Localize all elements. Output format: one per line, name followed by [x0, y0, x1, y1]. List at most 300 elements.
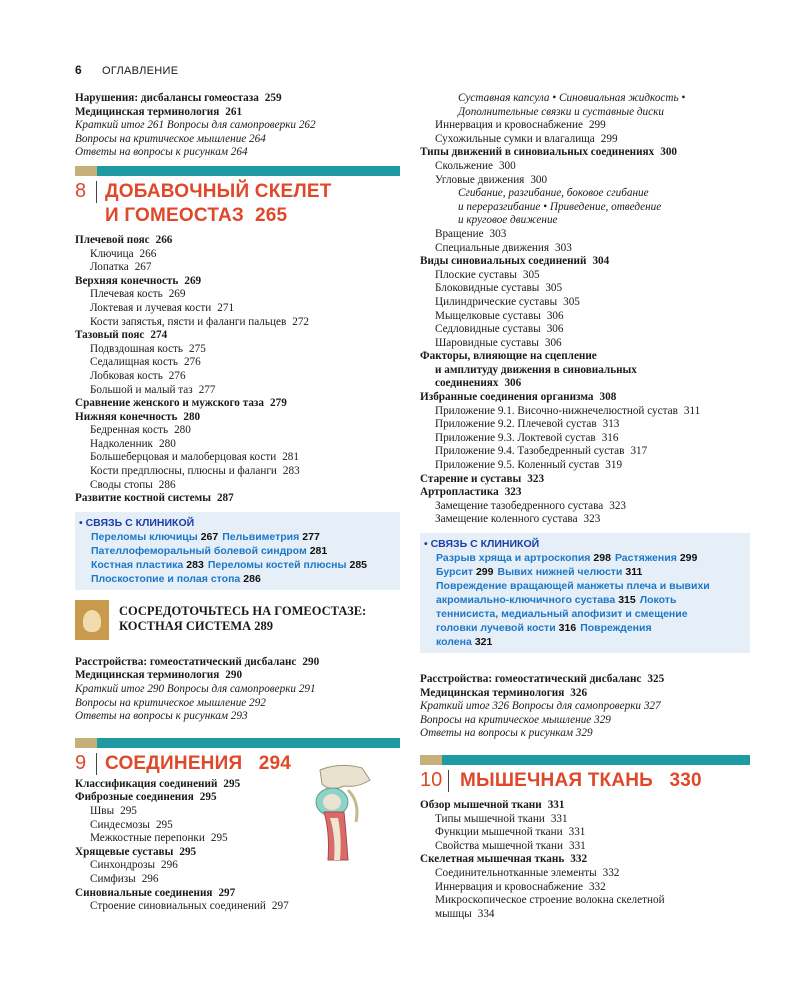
toc-entry-title: Краткий итог 290 Вопросы для самопроверки 291: [75, 683, 316, 696]
toc-list-left-top: [75, 92, 400, 160]
toc-entry-title: Ответы на вопросы к рисункам 329: [420, 727, 593, 740]
toc-entry[interactable]: [420, 867, 750, 881]
toc-entry-page: 306: [504, 377, 522, 390]
toc-entry-title: Нижняя конечность: [75, 410, 178, 423]
toc-entry[interactable]: [420, 337, 750, 351]
toc-entry[interactable]: [75, 356, 400, 370]
toc-entry-title: Вращение: [435, 227, 484, 240]
toc-entry-title: и круговое движение: [458, 214, 558, 227]
toc-entry-page: 295: [223, 777, 241, 790]
toc-entry[interactable]: [75, 887, 400, 901]
toc-entry-page: 326: [570, 686, 588, 699]
clinical-link[interactable]: Разрыв хряща и артроскопия: [436, 552, 591, 564]
toc-entry-title: Замещение коленного сустава: [435, 513, 578, 526]
toc-entry-title: Нарушения: дисбалансы гомеостаза: [75, 92, 259, 104]
clinical-link-page: 316: [558, 622, 577, 634]
toc-entry-title: Межкостные перепонки: [90, 832, 205, 845]
toc-entry-page: 299: [588, 119, 606, 132]
toc-entry[interactable]: [75, 248, 400, 262]
right-column: [420, 92, 750, 921]
toc-entry[interactable]: [420, 92, 750, 106]
clinical-connection-box-8: [75, 512, 400, 590]
toc-entry-title: Функции мышечной ткани: [435, 826, 563, 839]
toc-entry-title: Приложение 9.1. Височно-нижнечелюстной сустав: [435, 404, 678, 417]
toc-entry[interactable]: [420, 282, 750, 296]
clinical-link[interactable]: Костная пластика: [91, 558, 184, 571]
toc-entry[interactable]: [420, 255, 750, 269]
chapter-8-heading[interactable]: [75, 166, 400, 230]
clinical-connection-line: [424, 565, 742, 579]
toc-entry-page: 280: [174, 424, 191, 437]
toc-entry-page: 290: [302, 655, 320, 668]
toc-entry[interactable]: [75, 106, 400, 120]
toc-entry-title: Ключица: [90, 247, 134, 260]
toc-entry-title: Цилиндрические суставы: [435, 295, 558, 308]
toc-entry[interactable]: [420, 432, 750, 446]
toc-entry-title: мышцы: [435, 907, 472, 920]
clinical-link[interactable]: Плоскостопие и полая стопа: [91, 572, 241, 585]
toc-entry-page: 290: [225, 669, 243, 682]
toc-entry-page: 306: [546, 323, 564, 336]
toc-entry-title: Медицинская терминология: [75, 669, 220, 682]
toc-entry[interactable]: [420, 350, 750, 364]
toc-entry[interactable]: [75, 370, 400, 384]
toc-entry[interactable]: [420, 310, 750, 324]
toc-entry-title: Типы мышечной ткани: [435, 812, 545, 825]
toc-entry[interactable]: [420, 133, 750, 147]
toc-entry[interactable]: [420, 405, 750, 419]
toc-entry-title: Большеберцовая и малоберцовая кости: [90, 451, 277, 464]
chapter-10-heading[interactable]: [420, 755, 750, 795]
toc-entry-page: 300: [498, 159, 516, 172]
toc-entry-page: 271: [217, 301, 235, 314]
clinical-link-page: 315: [618, 594, 636, 606]
toc-entry[interactable]: [75, 329, 400, 343]
toc-entry-title: Скелетная мышечная ткань: [420, 853, 565, 866]
toc-entry[interactable]: [420, 799, 750, 813]
toc-entry-page: 295: [155, 818, 173, 831]
clinical-connection-line: [79, 544, 392, 558]
toc-entry-title: Сравнение женского и мужского таза: [75, 397, 265, 410]
clinical-connection-box-9: [420, 533, 750, 653]
toc-entry-title: Лобковая кость: [90, 369, 163, 382]
clinical-link[interactable]: Повреждения: [580, 622, 652, 634]
toc-entry-page: 303: [489, 227, 507, 240]
toc-entry[interactable]: [420, 160, 750, 174]
toc-entry-title: Вопросы на критическое мышление 329: [420, 713, 611, 726]
toc-entry-page: 306: [546, 309, 564, 322]
clinical-connection-line: [424, 621, 742, 635]
clinical-link[interactable]: Пателлофеморальный болевой синдром: [91, 544, 307, 557]
toc-entry-title: Синхондрозы: [90, 859, 155, 872]
toc-entry[interactable]: [420, 323, 750, 337]
toc-entry-title: Своды стопы: [90, 478, 153, 491]
toc-entry-title: Сгибание, разгибание, боковое сгибание: [458, 187, 649, 200]
toc-entry-page: 281: [282, 451, 299, 464]
toc-entry-page: 325: [647, 673, 665, 685]
toc-entry[interactable]: [75, 397, 400, 411]
toc-entry-title: Синдесмозы: [90, 818, 150, 831]
toc-entry[interactable]: [420, 119, 750, 133]
toc-entry-page: 267: [134, 261, 152, 274]
toc-entry[interactable]: [75, 873, 400, 887]
toc-entry-page: 279: [270, 397, 287, 410]
toc-entry-page: 319: [605, 459, 623, 472]
toc-entry-title: Виды синовиальных соединений: [420, 255, 587, 268]
toc-entry[interactable]: [420, 673, 750, 687]
toc-entry-page: 306: [544, 336, 562, 349]
toc-entry-title: Факторы, влияющие на сцепление: [420, 350, 597, 363]
clinical-link[interactable]: Локоть: [639, 594, 677, 606]
toc-entry[interactable]: [420, 106, 750, 120]
clinical-connection-line: [424, 607, 742, 621]
toc-entry-title: Медицинская терминология: [420, 686, 565, 699]
toc-entry[interactable]: [420, 296, 750, 310]
toc-entry-page: 304: [592, 255, 610, 268]
toc-entry-page: 308: [599, 391, 617, 404]
toc-entry-title: Вопросы на критическое мышление 264: [75, 132, 266, 145]
toc-entry-title: Лопатка: [90, 261, 129, 274]
toc-entry-title: Симфизы: [90, 872, 136, 885]
toc-entry-title: Строение синовиальных соединений: [90, 900, 266, 913]
toc-entry-page: 266: [139, 247, 157, 260]
toc-list-left-mid: [75, 656, 400, 724]
toc-entry-title: Расстройства: гомеостатический дисбаланс: [420, 673, 642, 685]
clinical-link[interactable]: Переломы костей плюсны: [207, 558, 347, 571]
toc-entry-page: 323: [504, 486, 522, 499]
toc-entry-title: Мыщелковые суставы: [435, 309, 541, 322]
toc-entry[interactable]: [420, 418, 750, 432]
chapter-number: 8: [75, 179, 87, 202]
toc-entry-page: 261: [225, 105, 243, 118]
toc-entry[interactable]: [75, 900, 400, 914]
toc-entry[interactable]: [75, 683, 400, 697]
toc-entry[interactable]: [75, 438, 400, 452]
toc-entry-page: 331: [550, 812, 568, 825]
toc-list-right-mid: [420, 673, 750, 741]
clinical-link[interactable]: головки лучевой кости: [436, 622, 556, 634]
toc-entry-title: Верхняя конечность: [75, 274, 179, 287]
toc-entry[interactable]: [75, 288, 400, 302]
toc-entry-page: 295: [179, 845, 197, 858]
clinical-link[interactable]: колена: [436, 636, 472, 648]
toc-entry[interactable]: [420, 146, 750, 160]
toc-entry-title: Локтевая и лучевая кости: [90, 301, 212, 314]
toc-entry-title: Большой и малый таз: [90, 383, 193, 396]
clinical-connection-heading: • СВЯЗЬ С КЛИНИКОЙ: [79, 516, 195, 529]
toc-entry-page: 269: [184, 274, 202, 287]
toc-entry[interactable]: [420, 813, 750, 827]
toc-list-right-top: [420, 92, 750, 527]
toc-entry-page: 287: [216, 492, 234, 505]
toc-entry[interactable]: [420, 391, 750, 405]
clinical-link-page: 281: [309, 544, 328, 557]
clinical-link[interactable]: Бурсит: [436, 566, 473, 578]
toc-entry-title: Кости предплюсны, плюсны и фаланги: [90, 465, 277, 478]
toc-entry-title: Угловые движения: [435, 173, 525, 186]
toc-entry-page: 277: [198, 383, 216, 396]
toc-entry[interactable]: [420, 714, 750, 728]
toc-entry-page: 316: [601, 431, 619, 444]
toc-entry[interactable]: [75, 384, 400, 398]
toc-entry[interactable]: [420, 894, 750, 908]
toc-entry[interactable]: [75, 424, 400, 438]
toc-entry-title: соединениях: [435, 377, 499, 390]
clinical-link[interactable]: Переломы ключицы: [91, 530, 198, 543]
toc-entry-title: Иннервация и кровоснабжение: [435, 119, 583, 132]
toc-entry[interactable]: [75, 343, 400, 357]
toc-entry-title: Краткий итог 326 Вопросы для самопроверки 327: [420, 700, 661, 713]
toc-entry-title: Ответы на вопросы к рисункам 264: [75, 146, 248, 159]
toc-entry[interactable]: [420, 459, 750, 473]
toc-entry[interactable]: [420, 700, 750, 714]
toc-entry-title: Фиброзные соединения: [75, 791, 194, 804]
toc-entry-page: 295: [210, 832, 228, 845]
toc-entry-title: Кости запястья, пясти и фаланги пальцев: [90, 315, 287, 328]
toc-entry-title: Соединительнотканные элементы: [435, 866, 597, 879]
clinical-link[interactable]: теннисиста, медиальный апофизит и смещение: [436, 608, 688, 620]
section-title: ОГЛАВЛЕНИЕ: [101, 65, 179, 77]
clinical-connection-line: [424, 551, 742, 565]
clinical-link-page: 299: [679, 552, 698, 564]
toc-entry-page: 313: [602, 418, 620, 431]
clinical-connection-line: [424, 593, 742, 607]
clinical-link-page: 286: [243, 572, 261, 585]
toc-entry-title: Расстройства: гомеостатический дисбаланс: [75, 655, 297, 668]
toc-entry[interactable]: [420, 377, 750, 391]
clinical-connection-line: [424, 579, 742, 593]
toc-entry-title: Подвздошная кость: [90, 342, 184, 355]
clinical-link-page: 321: [474, 636, 493, 648]
toc-entry-page: 283: [282, 465, 300, 478]
toc-entry-page: 274: [150, 329, 168, 342]
clinical-connection-heading: • СВЯЗЬ С КЛИНИКОЙ: [424, 538, 540, 550]
toc-entry[interactable]: [420, 908, 750, 922]
chapter-title: ДОБАВОЧНЫЙ СКЕЛЕТ И ГОМЕОСТАЗ 265: [105, 180, 332, 226]
toc-entry-title: Бедренная кость: [90, 424, 169, 437]
chapter-bar: [75, 738, 400, 748]
toc-entry[interactable]: [420, 513, 750, 527]
toc-entry-title: Хрящевые суставы: [75, 845, 174, 858]
toc-entry[interactable]: [420, 364, 750, 378]
chapter-number: 9: [75, 751, 87, 774]
toc-entry-title: Старение и суставы: [420, 472, 522, 485]
toc-entry-title: Тазовый пояс: [75, 329, 145, 342]
toc-entry-page: 297: [218, 886, 236, 899]
clinical-connection-line: [79, 572, 392, 586]
clinical-link[interactable]: Растяжения: [614, 552, 677, 564]
chapter-title: МЫШЕЧНАЯ ТКАНЬ 330: [460, 769, 702, 791]
toc-entry-title: Приложение 9.2. Плечевой сустав: [435, 418, 597, 431]
toc-entry-title: Развитие костной системы: [75, 492, 211, 505]
chapter-bar: [75, 166, 400, 176]
toc-entry-page: 305: [563, 295, 580, 308]
toc-entry[interactable]: [75, 669, 400, 683]
toc-entry[interactable]: [75, 316, 400, 330]
toc-entry[interactable]: [420, 486, 750, 500]
toc-entry-page: 331: [568, 839, 586, 852]
toc-entry[interactable]: [75, 261, 400, 275]
toc-entry-title: Замещение тазобедренного сустава: [435, 499, 604, 512]
toc-entry[interactable]: [420, 201, 750, 215]
toc-entry-page: 276: [183, 356, 201, 369]
toc-entry-page: 299: [600, 132, 618, 145]
skeleton-figure-icon: [75, 600, 109, 640]
toc-entry-title: Микроскопическое строение волокна скелетной: [435, 894, 665, 907]
toc-entry[interactable]: [75, 479, 400, 493]
toc-entry[interactable]: [420, 840, 750, 854]
toc-entry-title: Седалищная кость: [90, 356, 178, 369]
toc-entry-page: 311: [683, 404, 701, 417]
toc-entry-page: 332: [570, 853, 588, 866]
toc-entry-title: Артропластика: [420, 486, 499, 499]
toc-entry-page: 280: [159, 437, 176, 450]
toc-entry-title: Типы движений в синовиальных соединениях: [420, 146, 655, 159]
toc-entry[interactable]: [420, 242, 750, 256]
toc-entry[interactable]: [75, 133, 400, 147]
toc-entry[interactable]: [75, 411, 400, 425]
toc-entry[interactable]: [75, 465, 400, 479]
toc-entry[interactable]: [420, 228, 750, 242]
toc-entry-page: 259: [264, 92, 282, 104]
toc-entry-title: Вопросы на критическое мышление 292: [75, 696, 266, 709]
toc-list-chapter-10: [420, 799, 750, 921]
toc-entry-title: Краткий итог 261 Вопросы для самопроверки 262: [75, 119, 316, 132]
clinical-link[interactable]: Повреждение вращающей манжеты плеча и вывихи: [436, 580, 710, 592]
toc-entry-title: Блоковидные суставы: [435, 282, 540, 295]
chapter-page: 265: [254, 204, 288, 226]
toc-entry[interactable]: [75, 656, 400, 670]
toc-entry-page: 323: [527, 472, 545, 485]
toc-entry-title: Плечевой пояс: [75, 233, 150, 246]
clinical-link-page: 277: [302, 530, 320, 543]
toc-entry-page: 276: [168, 369, 186, 382]
toc-entry-page: 272: [292, 315, 310, 328]
toc-entry-page: 334: [477, 907, 495, 920]
toc-entry[interactable]: [420, 881, 750, 895]
toc-entry[interactable]: [420, 187, 750, 201]
toc-entry-page: 269: [168, 288, 186, 301]
toc-entry-page: 305: [522, 268, 540, 281]
toc-entry-title: Приложение 9.4. Тазобедренный сустав: [435, 445, 625, 458]
toc-entry-title: Дополнительные связки и суставные диски: [458, 105, 664, 118]
toc-entry[interactable]: [420, 853, 750, 867]
toc-entry[interactable]: [75, 146, 400, 160]
toc-entry-title: и амплитуду движения в синовиальных: [435, 363, 637, 376]
toc-entry-page: 275: [189, 342, 206, 355]
toc-entry[interactable]: [420, 727, 750, 741]
clinical-link[interactable]: акромиально-ключичного сустава: [436, 594, 616, 606]
clinical-link-page: 298: [593, 552, 611, 564]
toc-entry-title: Надколенник: [90, 437, 153, 450]
toc-entry-title: Седловидные суставы: [435, 323, 541, 336]
toc-entry-title: Плечевая кость: [90, 288, 163, 301]
toc-entry-title: Суставная капсула • Синовиальная жидкость •: [458, 92, 686, 104]
running-header: [75, 63, 178, 77]
page-number: 6: [75, 63, 82, 77]
chapter-bar: [420, 755, 750, 765]
clinical-link[interactable]: Вывих нижней челюсти: [497, 566, 623, 578]
toc-entry-page: 296: [161, 859, 178, 872]
chapter-title: СОЕДИНЕНИЯ 294: [105, 752, 292, 774]
toc-entry-title: Приложение 9.3. Локтевой сустав: [435, 431, 596, 444]
clinical-link-page: 267: [200, 530, 219, 543]
toc-entry-title: Швы: [90, 805, 115, 817]
toc-entry-page: 295: [199, 791, 217, 804]
clinical-connection-line: [424, 635, 742, 649]
toc-entry-title: Скольжение: [435, 159, 493, 172]
toc-entry-page: 266: [155, 233, 173, 246]
toc-entry-page: 296: [141, 872, 159, 885]
toc-entry-title: и переразгибание • Приведение, отведение: [458, 200, 662, 213]
toc-entry[interactable]: [420, 269, 750, 283]
focus-homeostasis[interactable]: СОСРЕДОТОЧЬТЕСЬ НА ГОМЕОСТАЗЕ: КОСТНАЯ СИСТЕМА 289: [75, 600, 400, 646]
clinical-connection-line: [79, 558, 392, 572]
toc-entry-title: Приложение 9.5. Коленный сустав: [435, 459, 600, 472]
toc-entry-page: 317: [630, 445, 648, 458]
toc-entry[interactable]: [75, 275, 400, 289]
clinical-link-page: 299: [475, 566, 494, 578]
toc-entry-title: Специальные движения: [435, 241, 550, 254]
chapter-number: 10: [420, 768, 443, 791]
toc-entry[interactable]: [75, 710, 400, 724]
toc-entry-page: 323: [583, 513, 601, 526]
clinical-connection-line: [79, 530, 392, 544]
toc-entry-page: 300: [530, 173, 548, 186]
toc-entry-title: Плоские суставы: [435, 268, 517, 281]
toc-entry[interactable]: [420, 174, 750, 188]
toc-entry[interactable]: [75, 302, 400, 316]
clinical-link-page: 311: [625, 566, 643, 578]
toc-entry-title: Ответы на вопросы к рисункам 293: [75, 710, 248, 723]
toc-entry-page: 280: [183, 410, 201, 423]
toc-list-chapter-8: [75, 234, 400, 506]
toc-entry-title: Иннервация и кровоснабжение: [435, 880, 583, 893]
toc-entry[interactable]: [420, 826, 750, 840]
toc-entry[interactable]: [75, 92, 400, 106]
toc-entry-page: 331: [568, 826, 586, 839]
toc-entry-page: 300: [660, 146, 677, 159]
toc-entry-title: Обзор мышечной ткани: [420, 798, 542, 811]
toc-entry[interactable]: [75, 492, 400, 506]
toc-entry-page: 332: [602, 866, 620, 879]
toc-entry[interactable]: [420, 500, 750, 514]
toc-entry-title: Шаровидные суставы: [435, 336, 539, 349]
toc-entry-title: Синовиальные соединения: [75, 886, 213, 899]
toc-entry-page: 332: [588, 880, 606, 893]
toc-entry[interactable]: [420, 687, 750, 701]
toc-entry[interactable]: [420, 445, 750, 459]
toc-entry-page: 303: [555, 241, 572, 254]
toc-entry-title: Сухожильные сумки и влагалища: [435, 132, 595, 145]
toc-entry[interactable]: [420, 214, 750, 228]
shoulder-joint-illustration: [300, 762, 380, 862]
toc-entry[interactable]: [75, 697, 400, 711]
clinical-link[interactable]: Пельвиметрия: [222, 530, 300, 543]
clinical-link-page: 285: [349, 558, 368, 571]
toc-entry[interactable]: [75, 451, 400, 465]
toc-entry-page: 331: [547, 798, 565, 811]
toc-entry-title: Классификация соединений: [75, 777, 218, 790]
toc-entry[interactable]: [75, 234, 400, 248]
toc-entry-page: 297: [271, 900, 289, 913]
toc-entry-page: 286: [158, 478, 176, 491]
clinical-link-page: 283: [186, 558, 204, 571]
toc-entry-page: 323: [609, 499, 627, 512]
toc-entry-title: Медицинская терминология: [75, 105, 220, 118]
toc-entry[interactable]: [75, 119, 400, 133]
toc-entry[interactable]: [420, 473, 750, 487]
